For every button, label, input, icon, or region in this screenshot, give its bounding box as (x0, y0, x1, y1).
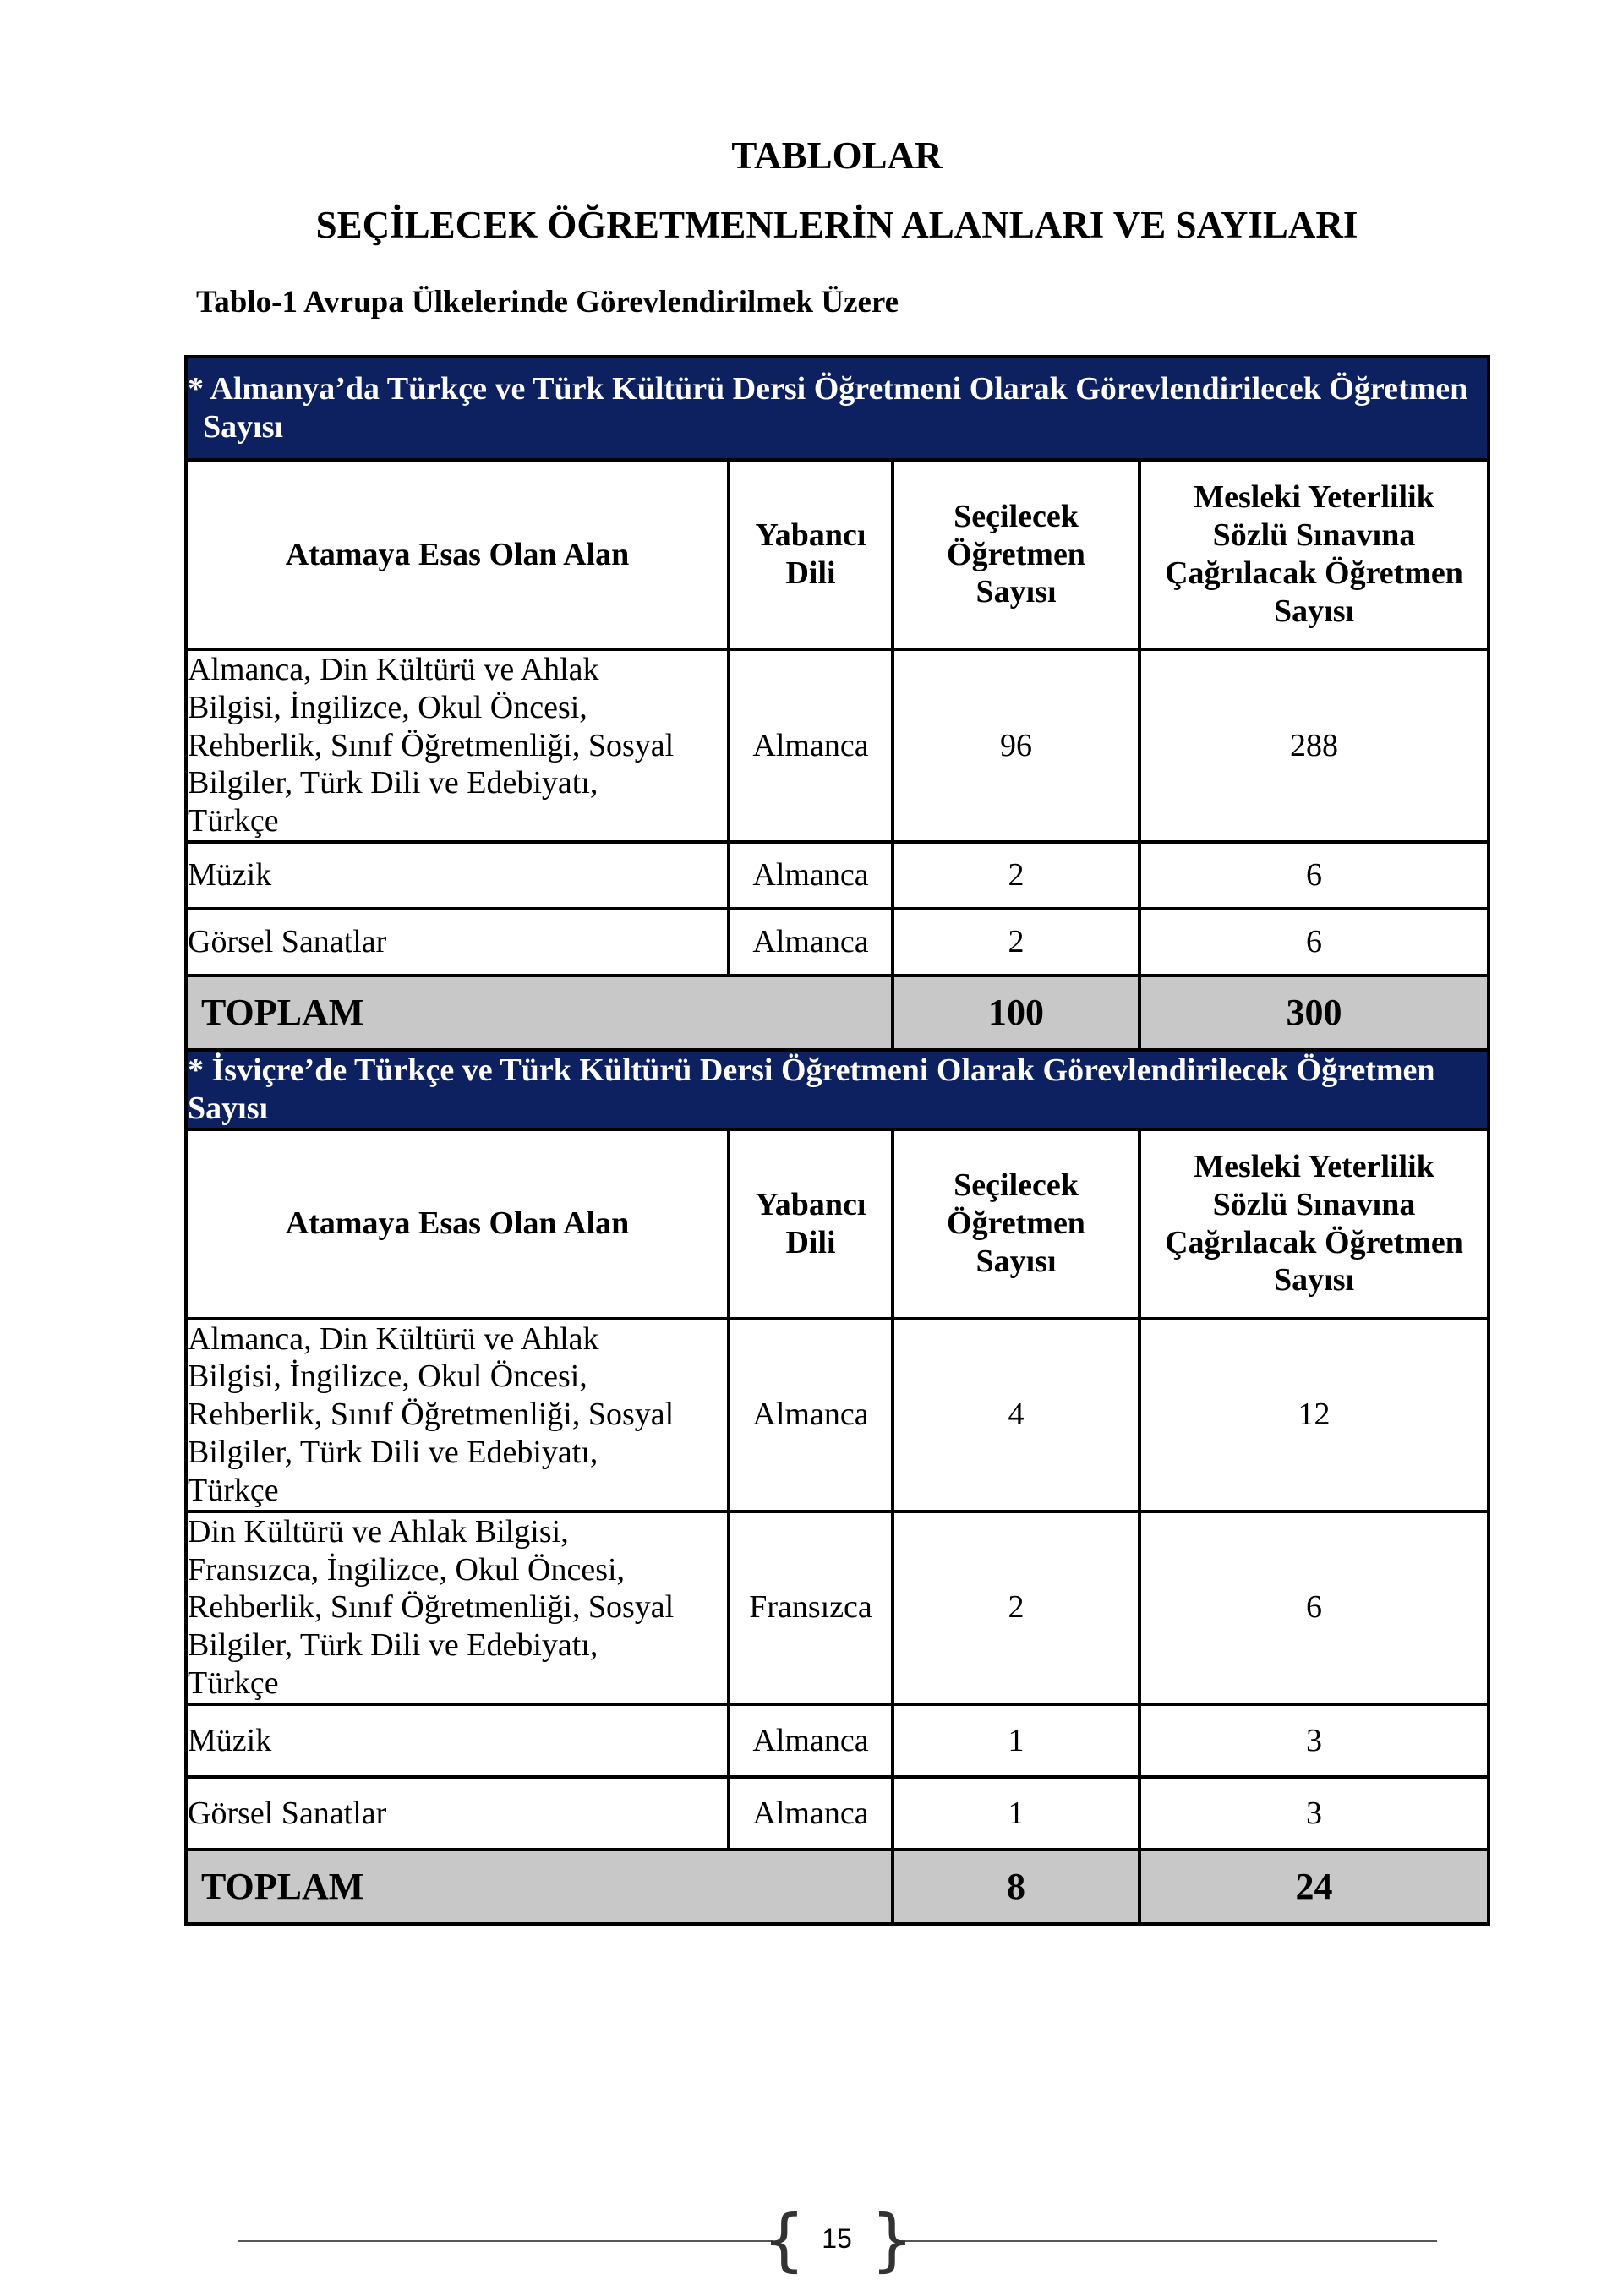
table-row (186, 1319, 1489, 1512)
table-row (186, 1777, 1489, 1850)
footer-divider-left (238, 2240, 773, 2242)
field-cell: Görsel Sanatlar (186, 1777, 729, 1850)
oral-count-cell: 288 (1139, 649, 1489, 842)
table-banner: * Almanya’da Türkçe ve Türk Kültürü Dersi Öğretmeni Olarak Görevlendirilecek Öğretmen Sayısı (186, 357, 1489, 460)
table-row (186, 909, 1489, 976)
total-label: TOPLAM (186, 1850, 893, 1924)
language-cell: Fransızca (729, 1512, 893, 1704)
header-selected: Seçilecek Öğretmen Sayısı (893, 1129, 1139, 1319)
header-language: Yabancı Dili (729, 460, 893, 649)
selected-count-cell: 1 (893, 1777, 1139, 1850)
page-heading: SEÇİLECEK ÖĞRETMENLERİN ALANLARI VE SAYILARI (315, 204, 1358, 246)
table-caption: Tablo-1 Avrupa Ülkelerinde Görevlendirilmek Üzere (196, 285, 899, 320)
selected-count-cell: 1 (893, 1704, 1139, 1777)
oral-count-cell: 6 (1139, 842, 1489, 909)
language-cell: Almanca (729, 1319, 893, 1512)
selected-count-cell: 2 (893, 1512, 1139, 1704)
total-label: TOPLAM (186, 976, 893, 1050)
header-field: Atamaya Esas Olan Alan (186, 460, 729, 649)
header-oral-exam: Mesleki Yeterlilik Sözlü Sınavına Çağrılacak Öğretmen Sayısı (1139, 1129, 1489, 1319)
language-cell: Almanca (729, 1704, 893, 1777)
page-title: TABLOLAR (731, 134, 943, 177)
oral-count-cell: 12 (1139, 1319, 1489, 1512)
oral-count-cell: 3 (1139, 1777, 1489, 1850)
right-brace-icon: } (871, 2200, 914, 2279)
header-language: Yabancı Dili (729, 1129, 893, 1319)
table-row (186, 842, 1489, 909)
oral-count-cell: 3 (1139, 1704, 1489, 1777)
oral-count-cell: 6 (1139, 909, 1489, 976)
left-brace-icon: { (762, 2200, 806, 2279)
field-cell: Görsel Sanatlar (186, 909, 729, 976)
field-cell: Müzik (186, 1704, 729, 1777)
total-row (186, 976, 1489, 1050)
header-row (186, 1129, 1489, 1319)
table-banner-row (186, 1050, 1489, 1129)
header-row (186, 460, 1489, 649)
total-oral: 300 (1139, 976, 1489, 1050)
selected-count-cell: 96 (893, 649, 1139, 842)
header-oral-exam: Mesleki Yeterlilik Sözlü Sınavına Çağrılacak Öğretmen Sayısı (1139, 460, 1489, 649)
field-cell: Din Kültürü ve Ahlak Bilgisi, Fransızca, İngilizce, Okul Öncesi, Rehberlik, Sınıf Öğretmenliği, Sosyal Bilgiler, Türk Dili ve Edebiyatı, Türkçe (186, 1512, 729, 1704)
table-row (186, 1704, 1489, 1777)
table-banner-row (186, 357, 1489, 460)
header-selected: Seçilecek Öğretmen Sayısı (893, 460, 1139, 649)
table-banner: * İsviçre’de Türkçe ve Türk Kültürü Dersi Öğretmeni Olarak Görevlendirilecek Öğretmen Sayısı (186, 1050, 1489, 1129)
page-number: 15 (822, 2223, 852, 2254)
language-cell: Almanca (729, 1777, 893, 1850)
language-cell: Almanca (729, 649, 893, 842)
language-cell: Almanca (729, 842, 893, 909)
selected-count-cell: 2 (893, 842, 1139, 909)
table-row (186, 1512, 1489, 1704)
header-field: Atamaya Esas Olan Alan (186, 1129, 729, 1319)
oral-count-cell: 6 (1139, 1512, 1489, 1704)
field-cell: Müzik (186, 842, 729, 909)
footer-divider-right (896, 2240, 1437, 2242)
selected-count-cell: 2 (893, 909, 1139, 976)
germany-table (184, 355, 1490, 1052)
total-selected: 8 (893, 1850, 1139, 1924)
language-cell: Almanca (729, 909, 893, 976)
total-row (186, 1850, 1489, 1924)
total-selected: 100 (893, 976, 1139, 1050)
selected-count-cell: 4 (893, 1319, 1139, 1512)
table-row (186, 649, 1489, 842)
field-cell: Almanca, Din Kültürü ve Ahlak Bilgisi, İngilizce, Okul Öncesi, Rehberlik, Sınıf Öğretmenliği, Sosyal Bilgiler, Türk Dili ve Edebiyatı, Türkçe (186, 649, 729, 842)
total-oral: 24 (1139, 1850, 1489, 1924)
field-cell: Almanca, Din Kültürü ve Ahlak Bilgisi, İngilizce, Okul Öncesi, Rehberlik, Sınıf Öğretmenliği, Sosyal Bilgiler, Türk Dili ve Edebiyatı, Türkçe (186, 1319, 729, 1512)
switzerland-table (184, 1048, 1490, 1926)
